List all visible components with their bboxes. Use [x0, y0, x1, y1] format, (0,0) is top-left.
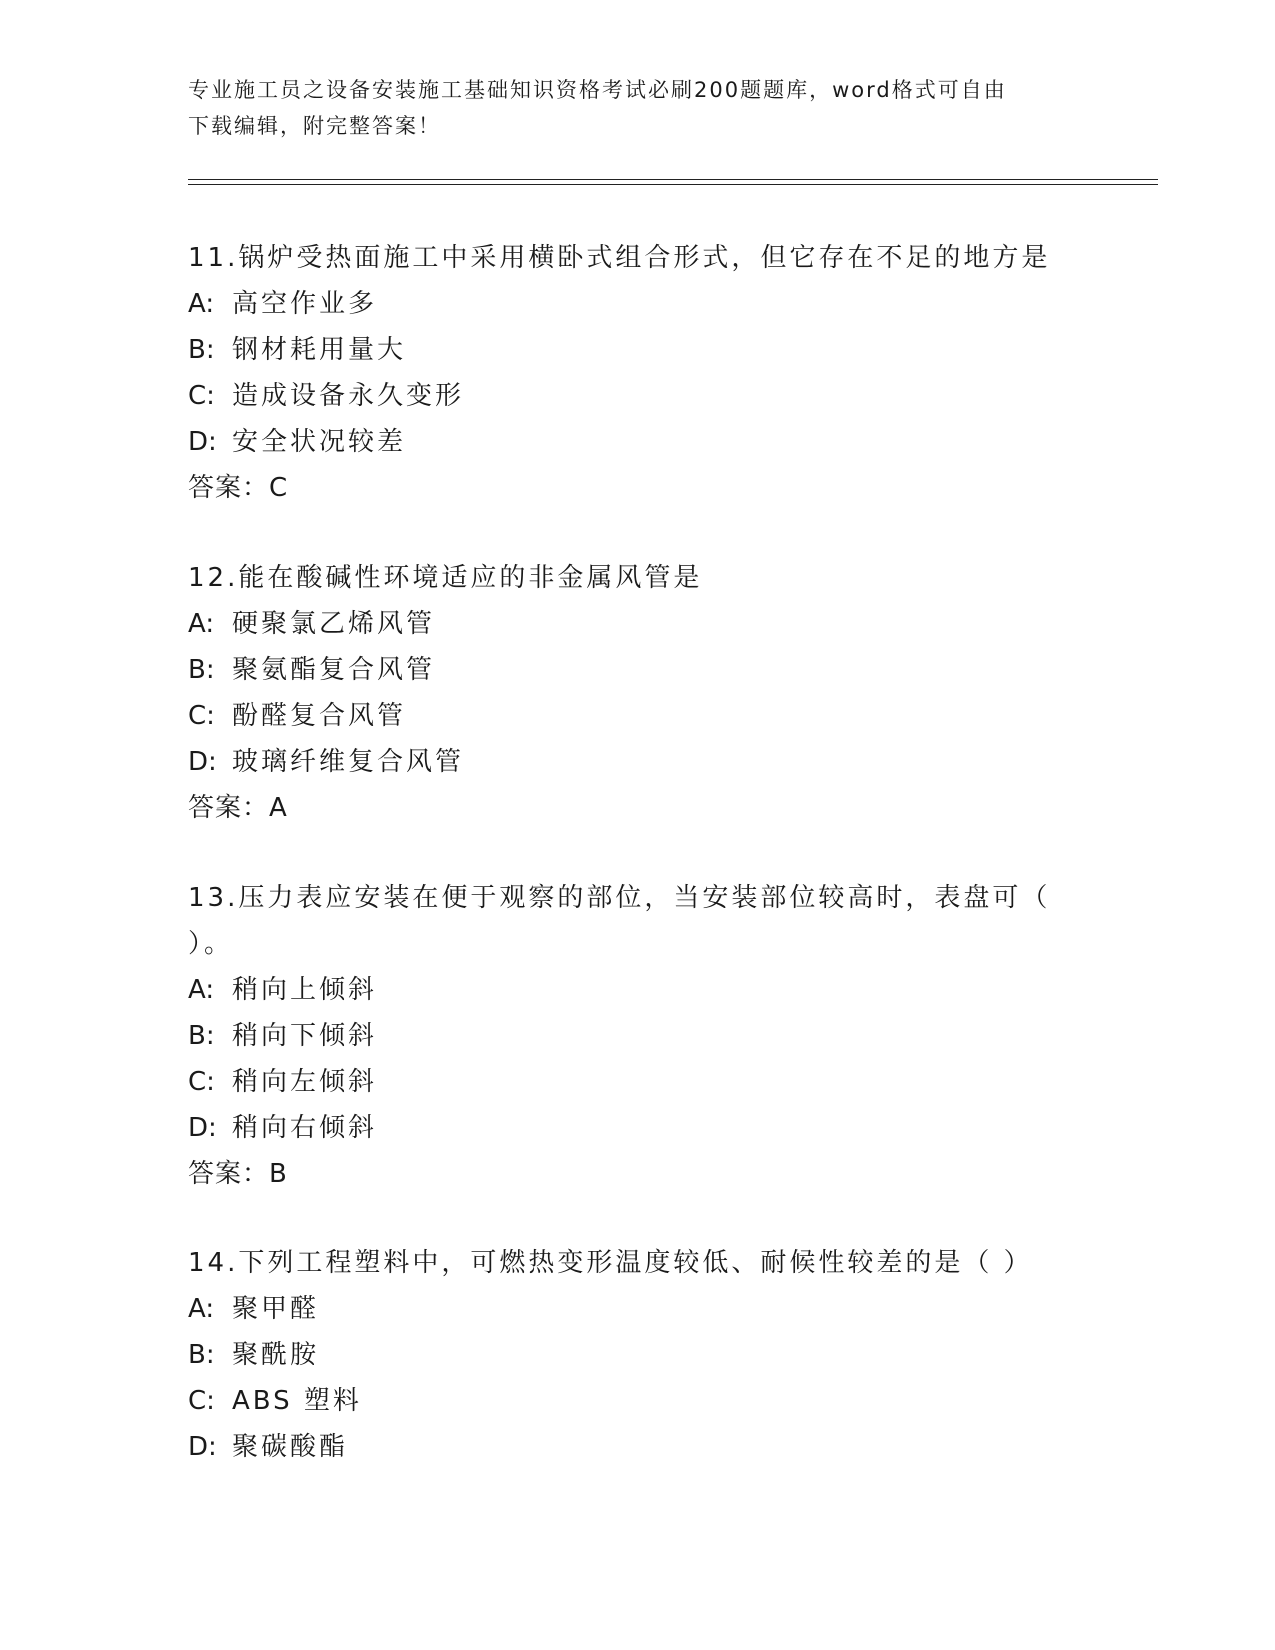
question-stem: 11.锅炉受热面施工中采用横卧式组合形式，但它存在不足的地方是 — [188, 243, 1051, 273]
option-text: 高空作业多 — [232, 289, 378, 319]
option-letter: C: — [188, 701, 215, 731]
option-text: 稍向下倾斜 — [232, 1021, 378, 1051]
header-divider-top — [188, 179, 1158, 180]
option-d — [188, 739, 1088, 785]
question-stem: 12.能在酸碱性环境适应的非金属风管是 — [188, 563, 703, 593]
question-stem-continued: ）。 — [188, 929, 234, 959]
option-letter: D: — [188, 747, 217, 777]
question-stem: 13.压力表应安装在便于观察的部位，当安装部位较高时，表盘可（ — [188, 883, 1051, 913]
option-text: 稍向右倾斜 — [232, 1113, 378, 1143]
option-c — [188, 1378, 1088, 1424]
document-header — [188, 72, 1088, 144]
option-letter: A: — [188, 1294, 215, 1324]
option-c — [188, 1059, 1088, 1105]
question-14 — [188, 1240, 1088, 1470]
answer-line: 答案：C — [188, 473, 289, 503]
option-letter: C: — [188, 381, 215, 411]
option-text: 稍向上倾斜 — [232, 975, 378, 1005]
option-letter: B: — [188, 1021, 215, 1051]
option-a — [188, 601, 1088, 647]
option-text: 玻璃纤维复合风管 — [232, 747, 465, 777]
option-letter: C: — [188, 1386, 215, 1416]
option-text: 聚碳酸酯 — [232, 1432, 349, 1462]
header-line-1: 专业施工员之设备安装施工基础知识资格考试必刷200题题库，word格式可自由 — [188, 78, 1007, 102]
option-text: 安全状况较差 — [232, 427, 407, 457]
option-text: 稍向左倾斜 — [232, 1067, 378, 1097]
question-11 — [188, 235, 1088, 511]
header-line-2: 下载编辑，附完整答案！ — [188, 114, 441, 138]
option-letter: B: — [188, 1340, 215, 1370]
option-text: 硬聚氯乙烯风管 — [232, 609, 436, 639]
option-letter: D: — [188, 1113, 217, 1143]
option-letter: D: — [188, 1432, 217, 1462]
option-c — [188, 693, 1088, 739]
option-d — [188, 1105, 1088, 1151]
option-text: 聚氨酯复合风管 — [232, 655, 436, 685]
option-letter: B: — [188, 335, 215, 365]
question-12 — [188, 555, 1088, 831]
option-letter: D: — [188, 427, 217, 457]
option-text: ABS 塑料 — [232, 1386, 362, 1416]
option-d — [188, 419, 1088, 465]
option-d — [188, 1424, 1088, 1470]
option-letter: C: — [188, 1067, 215, 1097]
answer-line: 答案：B — [188, 1159, 288, 1189]
option-b — [188, 327, 1088, 373]
option-text: 钢材耗用量大 — [232, 335, 407, 365]
option-text: 造成设备永久变形 — [232, 381, 465, 411]
option-text: 聚甲醛 — [232, 1294, 320, 1324]
option-text: 聚酰胺 — [232, 1340, 320, 1370]
option-letter: A: — [188, 975, 215, 1005]
option-b — [188, 1013, 1088, 1059]
answer-line: 答案：A — [188, 793, 288, 823]
option-a — [188, 281, 1088, 327]
option-a — [188, 1286, 1088, 1332]
option-b — [188, 1332, 1088, 1378]
question-13 — [188, 875, 1088, 1197]
option-letter: A: — [188, 609, 215, 639]
option-letter: B: — [188, 655, 215, 685]
header-divider-bottom — [188, 184, 1158, 185]
option-c — [188, 373, 1088, 419]
option-letter: A: — [188, 289, 215, 319]
option-b — [188, 647, 1088, 693]
option-text: 酚醛复合风管 — [232, 701, 407, 731]
question-stem: 14.下列工程塑料中，可燃热变形温度较低、耐候性较差的是（ ） — [188, 1248, 1033, 1278]
option-a — [188, 967, 1088, 1013]
